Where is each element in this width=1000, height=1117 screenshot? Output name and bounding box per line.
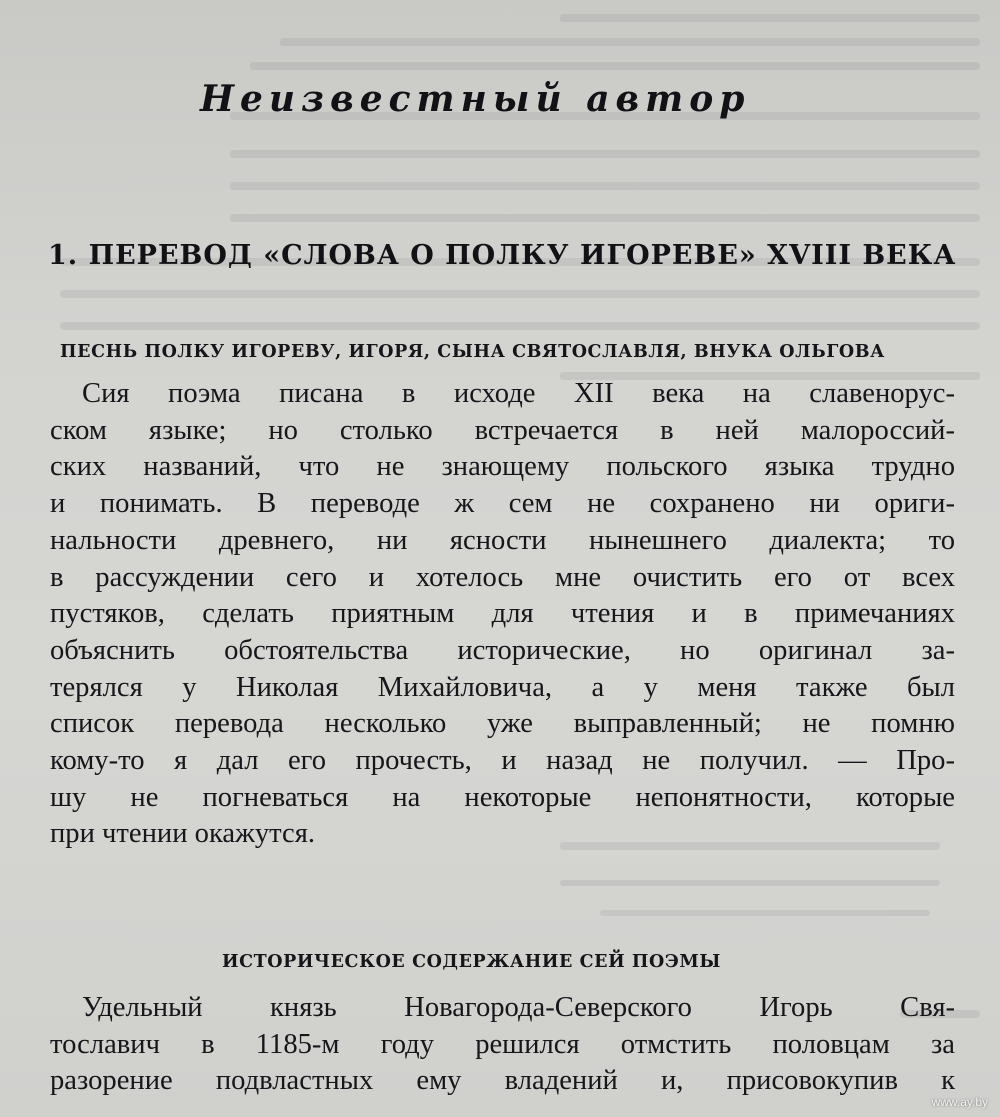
text-line: в рассуждении сего и хотелось мне очистить его от всех	[50, 561, 955, 593]
text-line: шу не погневаться на некоторые непонятности, которые	[50, 781, 955, 813]
section-heading: 1. ПЕРЕВОД «СЛОВА О ПОЛКУ ИГОРЕВЕ» XVIII ВЕКА	[48, 240, 957, 271]
watermark: www.ay.by	[931, 1095, 988, 1109]
text-line: Удельный князь Новагорода-Северского Игорь Свя-	[82, 992, 955, 1023]
author-title: Неизвестный автор	[200, 78, 751, 120]
text-line: ском языке; но столько встречается в ней малороссий-	[50, 414, 955, 446]
text-line: разорение подвластных ему владений и, присовокупив к	[50, 1065, 955, 1097]
text-line: объяснить обстоятельства исторические, но оригинал за-	[50, 634, 955, 666]
history-subheading: ИСТОРИЧЕСКОЕ СОДЕРЖАНИЕ СЕЙ ПОЭМЫ	[222, 952, 721, 972]
text-line: список перевода несколько уже выправленный; не помню	[50, 708, 955, 740]
text-line: Сия поэма писана в исходе XII века на славенорус-	[82, 378, 955, 409]
text-line: и понимать. В переводе ж сем не сохранено ни ориги-	[50, 488, 955, 520]
text-line: тославич в 1185-м году решился отмстить половцам за	[50, 1028, 955, 1060]
song-subheading: ПЕСНЬ ПОЛКУ ИГОРЕВУ, ИГОРЯ, СЫНА СВЯТОСЛАВЛЯ, ВНУКА ОЛЬГОВА	[60, 342, 886, 362]
text-line: терялся у Николая Михайловича, а у меня также был	[50, 671, 955, 703]
text-line: ских названий, что не знающему польского языка трудно	[50, 451, 955, 483]
text-line: нальности древнего, ни ясности нынешнего диалекта; то	[50, 524, 955, 556]
text-line: при чтении окажутся.	[50, 818, 316, 850]
text-line: кому-то я дал его прочесть, и назад не получил. — Про-	[50, 745, 955, 777]
paragraph-intro	[50, 376, 955, 853]
paragraph-history	[50, 990, 955, 1100]
text-line: пустяков, сделать приятным для чтения и в примечаниях	[50, 598, 955, 630]
